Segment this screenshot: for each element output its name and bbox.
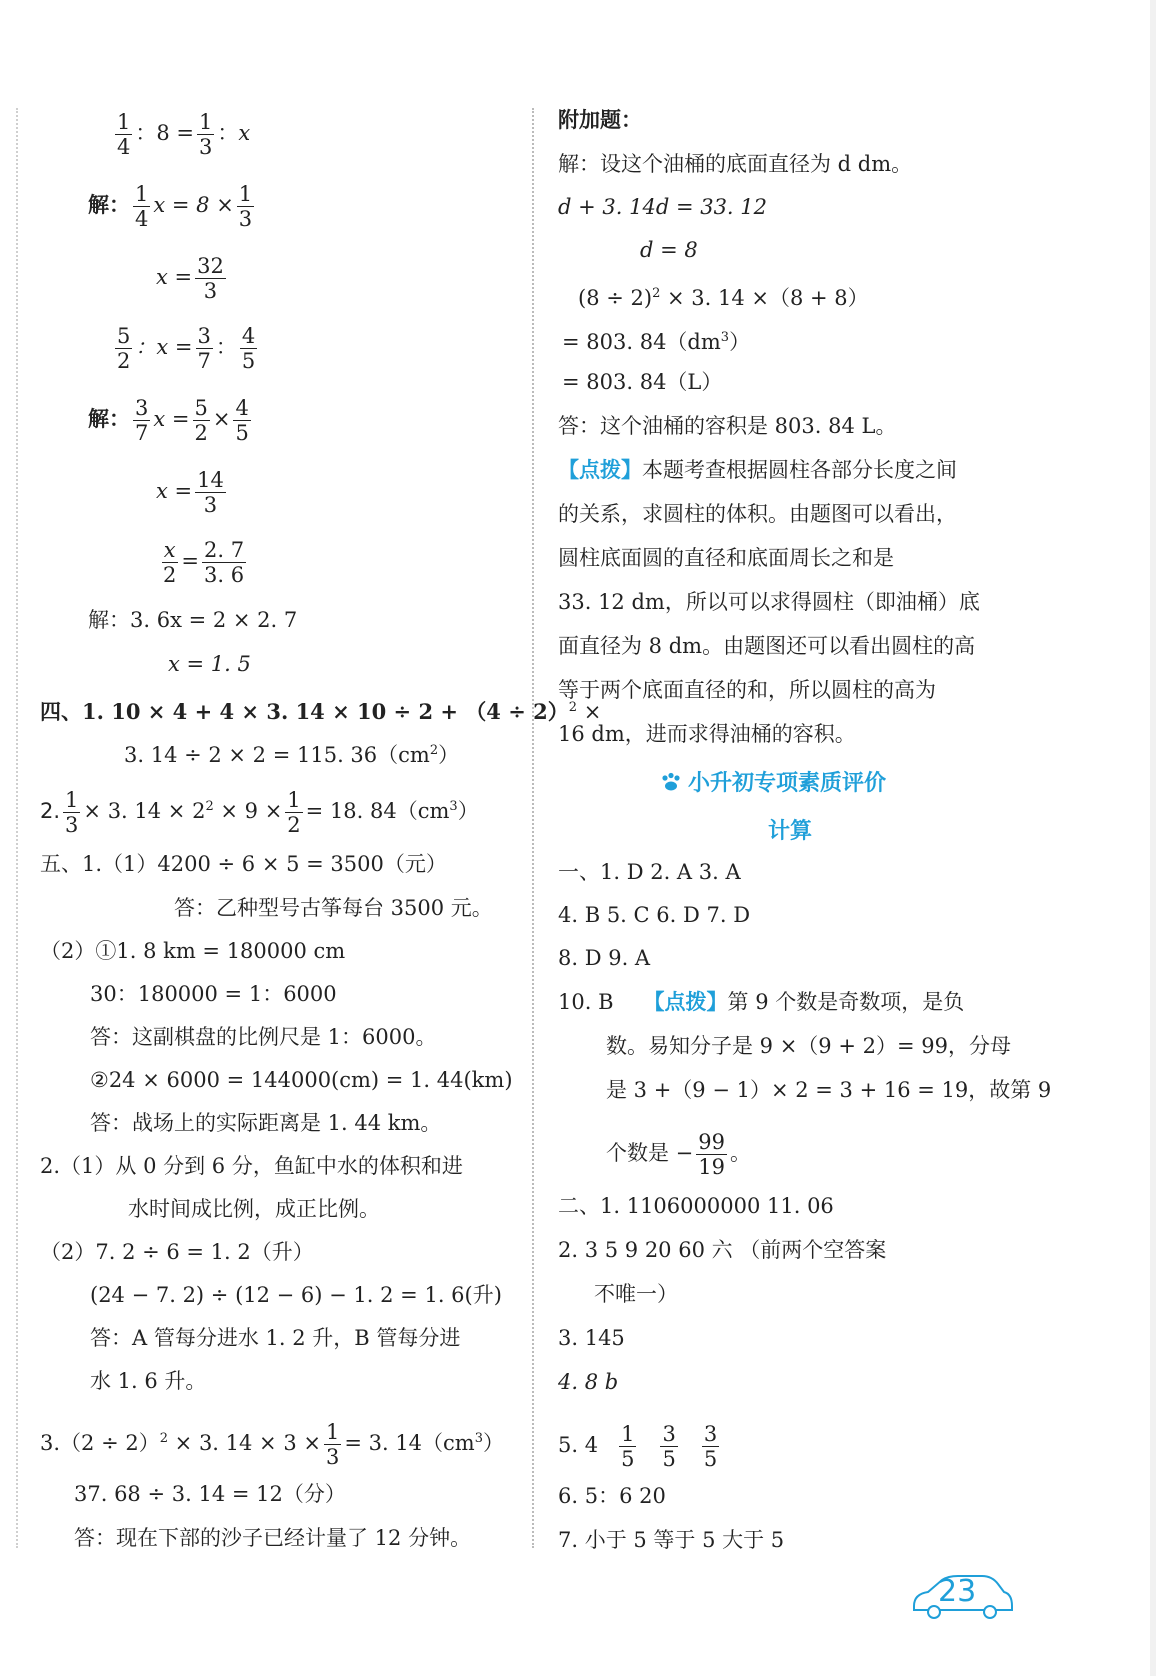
- tip-line-1: [558, 456, 957, 484]
- frac-num: 1: [199, 110, 213, 134]
- part2-q2-line2: 不唯一）: [594, 1282, 678, 1306]
- part2-q2-line1: 2. 3 5 9 20 60 六 （前两个空答案: [558, 1238, 887, 1262]
- section5-q2-line1: （2）①1. 8 km = 180000 cm: [40, 939, 346, 963]
- proportion-equation-3: [158, 538, 249, 587]
- column-divider: [532, 108, 534, 1548]
- extra-question-title: 附加题：: [558, 107, 642, 132]
- eq-text: = 803. 84（dm: [562, 330, 721, 354]
- eq-text: ：x =: [135, 335, 193, 359]
- eq-text: 3.（2 ÷ 2）: [40, 1431, 160, 1455]
- right-line-1: 解：设这个油桶的底面直径为 d dm。: [558, 152, 913, 176]
- frac-den: 4: [117, 135, 131, 159]
- paw-icon: [660, 772, 682, 792]
- frac-num: 4: [241, 324, 256, 348]
- frac-num: 3: [197, 324, 211, 348]
- answer-row-3: 8. D 9. A: [558, 946, 651, 970]
- frac-den: 5: [235, 421, 249, 445]
- q2-line1: 2.（1）从 0 分到 6 分，鱼缸中水的体积和进: [40, 1154, 463, 1178]
- right-line-5: [562, 324, 750, 356]
- page-number: 23: [938, 1574, 977, 1609]
- part2-q7: 7. 小于 5 等于 5 大于 5: [558, 1528, 785, 1552]
- q3-line2: 37. 68 ÷ 3. 14 = 12（分）: [74, 1482, 346, 1506]
- right-answer: 答：这个油桶的容积是 803. 84 L。: [558, 414, 897, 438]
- tip-line-4: 33. 12 dm，所以可以求得圆柱（即油桶）底: [558, 590, 980, 614]
- eq-text: × 9 ×: [213, 799, 283, 823]
- eq-text: ：8 =: [135, 121, 195, 145]
- eq-text: ）: [457, 799, 479, 823]
- frac-den: 3: [199, 135, 213, 159]
- eq-text: ）: [729, 330, 751, 354]
- eq-text: 10. B: [558, 990, 614, 1014]
- eq-text: (8 ÷ 2): [578, 286, 653, 310]
- frac-den: 3. 6: [203, 563, 245, 587]
- solution-1b: [156, 254, 229, 303]
- frac-num: 3: [135, 396, 149, 420]
- section5-q1: 五、1.（1）4200 ÷ 6 × 5 = 3500（元）: [40, 852, 447, 876]
- frac-num: 32: [197, 254, 224, 278]
- answer-row-1: 一、1. D 2. A 3. A: [558, 860, 741, 884]
- frac-num: x: [163, 538, 176, 562]
- eq-text: ：: [215, 335, 237, 359]
- tip-line-2: 的关系，求圆柱的体积。由题图可以看出，: [558, 502, 957, 526]
- frac-den: 3: [325, 1445, 340, 1469]
- eq-text: =: [181, 549, 199, 573]
- frac-num: 1: [287, 788, 301, 812]
- eq-text: 四、1. 10 × 4 + 4 × 3. 14 × 10 ÷ 2 + （4 ÷ 2）: [40, 699, 569, 724]
- superscript: 3: [474, 1431, 484, 1446]
- answer-10-line3: 是 3 +（9 − 1）× 2 = 3 + 16 = 19，故第 9: [606, 1078, 1052, 1102]
- frac-num: 1: [117, 110, 131, 134]
- eq-text: 3. 14 ÷ 2 × 2 = 115. 36（cm: [124, 743, 430, 767]
- section-title-text: 小升初专项素质评价: [688, 771, 887, 796]
- eq-text: × 3. 14 × 3 ×: [168, 1431, 321, 1455]
- frac-num: 99: [698, 1130, 726, 1154]
- solution-3b: x = 1. 5: [168, 652, 251, 676]
- eq-text: x =: [153, 407, 190, 431]
- right-line-2: d + 3. 14d = 33. 12: [558, 195, 768, 219]
- eq-text: ×: [577, 700, 602, 724]
- frac-num: 1: [325, 1420, 340, 1444]
- answer-10-line4: [606, 1130, 751, 1179]
- eq-text: x =: [156, 265, 193, 289]
- frac-den: 5: [241, 349, 256, 373]
- answer-row-2: 4. B 5. C 6. D 7. D: [558, 903, 751, 927]
- tip-label: 【点拨】: [643, 989, 728, 1014]
- frac-den: 3: [238, 207, 253, 231]
- frac-den: 3: [203, 279, 218, 303]
- eq-text: ×: [212, 407, 231, 431]
- frac-num: 1: [238, 182, 253, 206]
- tip-text: 本题考查根据圆柱各部分长度之间: [642, 458, 957, 482]
- solution-label: 解：: [88, 406, 130, 431]
- frac-num: 4: [235, 396, 249, 420]
- frac-den: 2: [163, 563, 177, 587]
- superscript: 3: [720, 330, 730, 345]
- frac-num: 3: [662, 1422, 676, 1446]
- eq-text: 个数是 −: [606, 1141, 694, 1165]
- section5-q2-answer2: 答：战场上的实际距离是 1. 44 km。: [90, 1111, 442, 1135]
- section5-q1-answer: 答：乙种型号古筝每台 3500 元。: [174, 896, 493, 920]
- tip-label: 【点拨】: [558, 457, 642, 482]
- q2-answer1: 答：A 管每分进水 1. 2 升，B 管每分进: [90, 1326, 461, 1350]
- eq-text: x = 8 ×: [153, 193, 234, 217]
- section4-q2: [40, 788, 479, 837]
- frac-den: 3: [65, 813, 79, 837]
- eq-text: = 18. 84（cm: [305, 799, 450, 823]
- frac-den: 19: [698, 1155, 726, 1179]
- tip-line-6: 等于两个底面直径的和，所以圆柱的高为: [558, 678, 936, 702]
- superscript: 2: [429, 743, 439, 758]
- q2-answer2: 水 1. 6 升。: [90, 1369, 207, 1393]
- answer-10-line1: [558, 988, 964, 1016]
- superscript: 2: [159, 1431, 168, 1446]
- right-line-4: [578, 280, 869, 312]
- q2-line2: 水时间成比例，成正比例。: [128, 1197, 380, 1221]
- superscript: 2: [568, 700, 578, 715]
- superscript: 3: [449, 799, 458, 814]
- eq-text: × 3. 14 ×（8 + 8）: [660, 286, 869, 310]
- eq-text: x =: [156, 479, 193, 503]
- right-line-6: = 803. 84（L）: [562, 370, 723, 394]
- frac-den: 2: [194, 421, 208, 445]
- right-line-3: d = 8: [640, 238, 698, 262]
- frac-den: 5: [662, 1447, 676, 1471]
- frac-den: 7: [135, 421, 149, 445]
- tip-text: 第 9 个数是奇数项，是负: [727, 990, 965, 1014]
- eq-text: ）: [438, 743, 460, 767]
- section5-q2-line3: ②24 × 6000 = 144000(cm) = 1. 44(km): [90, 1068, 513, 1092]
- q2-line3: （2）7. 2 ÷ 6 = 1. 2（升）: [40, 1240, 314, 1264]
- section5-q2-line2: 30：180000 = 1：6000: [90, 982, 337, 1006]
- q2-line4: (24 − 7. 2) ÷ (12 − 6) − 1. 2 = 1. 6(升): [90, 1283, 502, 1307]
- part2-q6: 6. 5：6 20: [558, 1484, 666, 1508]
- frac-den: 2: [117, 349, 131, 373]
- frac-den: 7: [197, 349, 211, 373]
- frac-num: 14: [197, 468, 224, 492]
- frac-num: 1: [135, 182, 149, 206]
- section4-q1-line2: [124, 737, 459, 769]
- answer-10-line2: 数。易知分子是 9 ×（9 + 2）= 99，分母: [606, 1034, 1011, 1058]
- section-subtitle: 计算: [768, 819, 813, 844]
- frac-num: 5: [194, 396, 208, 420]
- superscript: 2: [652, 286, 661, 301]
- eq-text: 5. 4: [558, 1433, 599, 1457]
- eq-text: ）: [483, 1431, 505, 1455]
- superscript: 2: [205, 799, 214, 814]
- solution-2b: [156, 468, 229, 517]
- q3-answer: 答：现在下部的沙子已经计量了 12 分钟。: [74, 1526, 472, 1550]
- part2-q5: [558, 1422, 722, 1471]
- proportion-equation-2: [112, 324, 260, 373]
- frac-den: 2: [287, 813, 301, 837]
- solution-label: 解：: [88, 192, 130, 217]
- frac-num: 3: [703, 1422, 718, 1446]
- frac-num: 1: [65, 788, 79, 812]
- tip-line-3: 圆柱底面圆的直径和底面周长之和是: [558, 546, 894, 570]
- eq-text: = 3. 14（cm: [344, 1431, 475, 1455]
- frac-num: 2. 7: [203, 538, 245, 562]
- q3-line1: [40, 1420, 504, 1469]
- frac-den: 5: [703, 1447, 718, 1471]
- part2-q3: 3. 145: [558, 1326, 625, 1350]
- section5-q2-answer1: 答：这副棋盘的比例尺是 1：6000。: [90, 1025, 437, 1049]
- frac-den: 3: [203, 493, 218, 517]
- frac-num: 5: [117, 324, 131, 348]
- tip-line-5: 面直径为 8 dm。由题图还可以看出圆柱的高: [558, 634, 976, 658]
- page-edge: [1150, 0, 1156, 1676]
- solution-1a: [88, 182, 257, 231]
- left-margin-rule: [16, 108, 18, 1548]
- frac-num: 1: [621, 1422, 635, 1446]
- eq-text: 。: [730, 1141, 752, 1165]
- frac-den: 5: [621, 1447, 635, 1471]
- question-number: 2.: [40, 799, 61, 823]
- tip-line-7: 16 dm，进而求得油桶的容积。: [558, 722, 856, 746]
- frac-den: 4: [135, 207, 149, 231]
- section4-q1-line1: [40, 694, 601, 726]
- section-title: [660, 766, 886, 797]
- solution-2a: [88, 396, 254, 445]
- eq-text: × 3. 14 × 2: [83, 799, 206, 823]
- part2-q4: 4. 8 b: [558, 1370, 619, 1394]
- solution-3a: 解：3. 6x = 2 × 2. 7: [88, 608, 298, 632]
- proportion-equation-1: $\frac{1}{4}$ ：8 = $\frac{1}{3}$ ：x: [117, 110, 251, 159]
- eq-text: ：: [217, 121, 239, 145]
- part2-q1: 二、1. 1106000000 11. 06: [558, 1194, 834, 1218]
